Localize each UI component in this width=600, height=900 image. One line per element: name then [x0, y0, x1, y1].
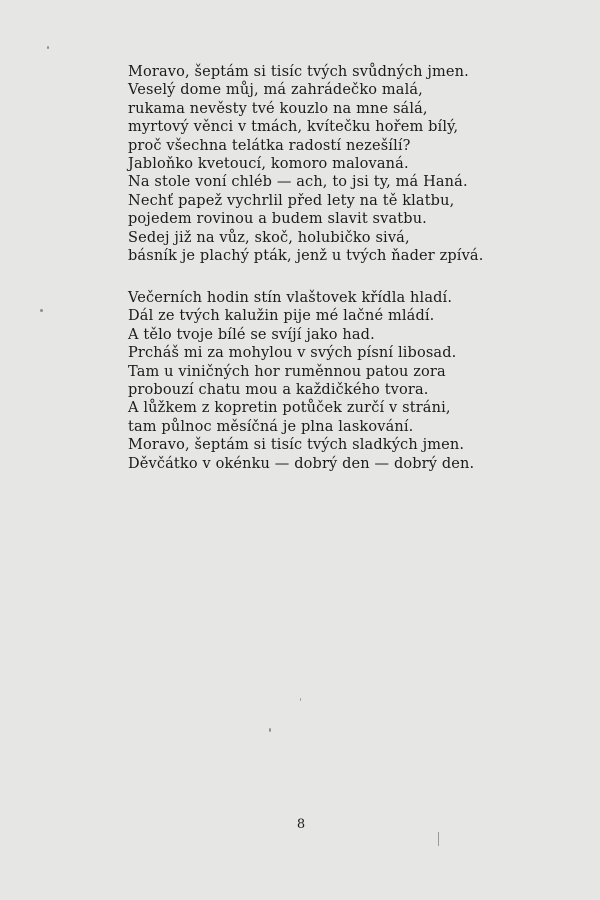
verse-line: básník je plachý pták, jenž u tvých ňader zpívá. [128, 248, 484, 265]
verse-line: myrtový věnci v tmách, kvítečku hořem bílý, [128, 119, 459, 136]
paper-speck [438, 832, 439, 846]
paper-speck [300, 698, 301, 701]
verse-line: Prcháš mi za mohylou v svých písní libosad. [128, 345, 457, 362]
verse-line: Dál ze tvých kalužin pije mé lačné mládí. [128, 308, 435, 325]
verse-line: tam půlnoc měsíčná je plna laskování. [128, 418, 414, 435]
stanza-1 [128, 63, 484, 265]
verse-line: Děvčátko v okénku — dobrý den — dobrý den. [128, 455, 475, 472]
verse-line: Veselý dome můj, má zahrádečko malá, [128, 82, 423, 99]
paper-speck [47, 46, 49, 49]
verse-line: pojedem rovinou a budem slavit svatbu. [128, 211, 427, 228]
verse-line: rukama nevěsty tvé kouzlo na mne sálá, [128, 100, 428, 117]
page-number: 8 [296, 817, 306, 832]
verse-line: probouzí chatu mou a každičkého tvora. [128, 382, 429, 399]
paper-speck [269, 728, 271, 732]
verse-line: Nechť papež vychrlil před lety na tě klatbu, [128, 192, 455, 209]
verse-line: Tam u viničných hor ruměnnou patou zora [128, 363, 446, 380]
stanza-2 [128, 289, 474, 473]
verse-line: A tělo tvoje bílé se svíjí jako had. [128, 326, 375, 343]
verse-line: Večerních hodin stín vlaštovek křídla hladí. [128, 290, 453, 306]
verse-line: Moravo, šeptám si tisíc tvých svůdných jmen. [128, 64, 469, 80]
verse-line: Moravo, šeptám si tisíc tvých sladkých jmen. [128, 437, 465, 454]
verse-line: Na stole voní chléb — ach, to jsi ty, má Haná. [128, 174, 468, 191]
verse-line: Jabloňko kvetoucí, komoro malovaná. [128, 156, 409, 173]
verse-line: proč všechna telátka radostí nezešílí? [128, 137, 411, 154]
verse-line: Sedej již na vůz, skoč, holubičko sivá, [128, 229, 410, 246]
paper-speck [40, 309, 43, 312]
verse-line: A lůžkem z kopretin potůček zurčí v stráni, [128, 400, 451, 417]
